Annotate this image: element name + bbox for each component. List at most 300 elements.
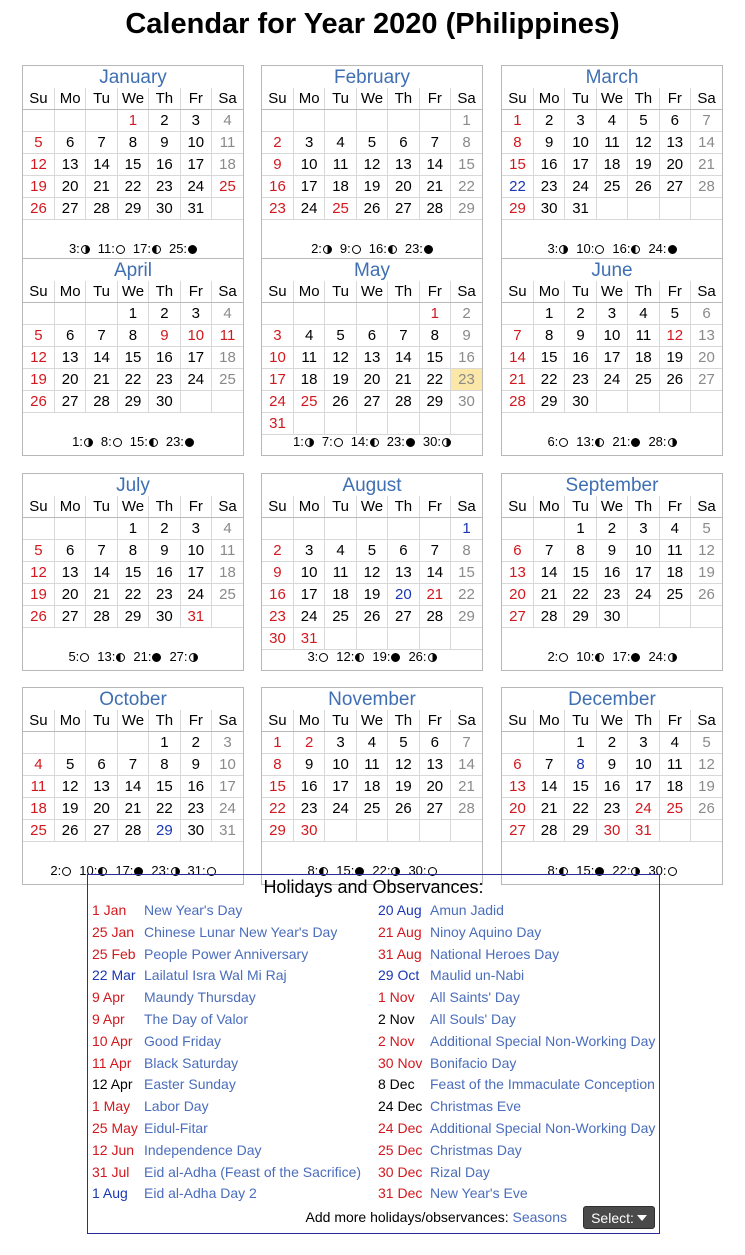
day-cell[interactable]: 23 bbox=[180, 798, 211, 820]
day-cell[interactable]: 6 bbox=[54, 132, 85, 154]
day-cell[interactable]: 7 bbox=[502, 325, 533, 347]
day-cell[interactable]: 27 bbox=[388, 606, 419, 628]
day-cell[interactable]: 1 bbox=[117, 303, 148, 325]
day-cell[interactable]: 20 bbox=[388, 176, 419, 198]
day-cell[interactable]: 11 bbox=[628, 325, 659, 347]
day-cell[interactable]: 19 bbox=[356, 176, 387, 198]
day-cell[interactable]: 3 bbox=[293, 132, 324, 154]
day-cell[interactable]: 17 bbox=[628, 776, 659, 798]
day-cell[interactable]: 29 bbox=[117, 391, 148, 413]
day-cell[interactable]: 14 bbox=[533, 776, 564, 798]
day-cell[interactable]: 20 bbox=[54, 369, 85, 391]
day-cell[interactable]: 11 bbox=[659, 540, 690, 562]
month-name[interactable]: February bbox=[333, 67, 411, 88]
day-cell[interactable]: 12 bbox=[659, 325, 690, 347]
day-cell[interactable]: 20 bbox=[659, 154, 690, 176]
day-cell[interactable]: 16 bbox=[596, 776, 627, 798]
day-cell[interactable]: 8 bbox=[117, 132, 148, 154]
day-cell[interactable]: 23 bbox=[149, 369, 180, 391]
day-cell[interactable]: 31 bbox=[212, 820, 243, 842]
day-cell[interactable]: 19 bbox=[23, 176, 54, 198]
day-cell[interactable]: 15 bbox=[502, 154, 533, 176]
day-cell[interactable]: 28 bbox=[388, 391, 419, 413]
day-cell[interactable]: 12 bbox=[325, 347, 356, 369]
day-cell[interactable]: 14 bbox=[117, 776, 148, 798]
day-cell[interactable]: 26 bbox=[54, 820, 85, 842]
holiday-name-link[interactable]: Ninoy Aquino Day bbox=[430, 923, 542, 940]
day-cell[interactable]: 18 bbox=[659, 776, 690, 798]
day-cell[interactable]: 30 bbox=[262, 628, 293, 650]
day-cell[interactable]: 4 bbox=[23, 754, 54, 776]
day-cell[interactable]: 24 bbox=[180, 369, 211, 391]
day-cell[interactable]: 24 bbox=[565, 176, 596, 198]
day-cell[interactable]: 30 bbox=[565, 391, 596, 413]
day-cell[interactable]: 24 bbox=[180, 176, 211, 198]
day-cell[interactable]: 26 bbox=[628, 176, 659, 198]
day-cell[interactable]: 17 bbox=[180, 562, 211, 584]
day-cell[interactable]: 9 bbox=[533, 132, 564, 154]
day-cell[interactable]: 7 bbox=[117, 754, 148, 776]
holiday-name-link[interactable]: Eid al-Adha Day 2 bbox=[144, 1185, 257, 1202]
day-cell[interactable]: 13 bbox=[54, 347, 85, 369]
month-name[interactable]: November bbox=[328, 689, 416, 710]
day-cell[interactable]: 1 bbox=[262, 732, 293, 754]
month-name[interactable]: April bbox=[113, 260, 152, 281]
day-cell[interactable]: 25 bbox=[23, 820, 54, 842]
day-cell[interactable]: 16 bbox=[596, 562, 627, 584]
day-cell[interactable]: 22 bbox=[502, 176, 533, 198]
day-cell[interactable]: 23 bbox=[149, 176, 180, 198]
day-cell[interactable]: 31 bbox=[262, 413, 293, 435]
day-cell[interactable]: 8 bbox=[565, 540, 596, 562]
day-cell[interactable]: 22 bbox=[117, 176, 148, 198]
day-cell[interactable]: 21 bbox=[419, 584, 450, 606]
day-cell[interactable]: 22 bbox=[117, 369, 148, 391]
month-name[interactable]: January bbox=[99, 67, 167, 88]
day-cell[interactable]: 19 bbox=[23, 369, 54, 391]
day-cell[interactable]: 12 bbox=[23, 347, 54, 369]
day-cell[interactable]: 19 bbox=[628, 154, 659, 176]
day-cell[interactable]: 7 bbox=[419, 540, 450, 562]
holiday-name-link[interactable]: People Power Anniversary bbox=[144, 945, 309, 962]
day-cell[interactable]: 18 bbox=[293, 369, 324, 391]
day-cell[interactable]: 2 bbox=[565, 303, 596, 325]
day-cell[interactable]: 30 bbox=[180, 820, 211, 842]
day-cell[interactable]: 4 bbox=[628, 303, 659, 325]
day-cell[interactable]: 24 bbox=[596, 369, 627, 391]
day-cell[interactable]: 14 bbox=[419, 154, 450, 176]
day-cell[interactable]: 27 bbox=[691, 369, 722, 391]
day-cell[interactable]: 17 bbox=[293, 584, 324, 606]
holiday-name-link[interactable]: All Saints' Day bbox=[430, 989, 520, 1006]
day-cell[interactable]: 27 bbox=[502, 820, 533, 842]
day-cell[interactable]: 16 bbox=[293, 776, 324, 798]
day-cell[interactable]: 28 bbox=[451, 798, 482, 820]
holiday-name-link[interactable]: Christmas Eve bbox=[430, 1098, 522, 1115]
day-cell[interactable]: 25 bbox=[212, 584, 243, 606]
day-cell[interactable]: 19 bbox=[659, 347, 690, 369]
day-cell[interactable]: 31 bbox=[180, 198, 211, 220]
day-cell[interactable]: 17 bbox=[293, 176, 324, 198]
day-cell[interactable]: 5 bbox=[628, 110, 659, 132]
day-cell[interactable]: 30 bbox=[293, 820, 324, 842]
day-cell[interactable]: 18 bbox=[325, 584, 356, 606]
day-cell[interactable]: 5 bbox=[23, 325, 54, 347]
day-cell[interactable]: 5 bbox=[659, 303, 690, 325]
day-cell[interactable]: 27 bbox=[388, 198, 419, 220]
day-cell[interactable]: 11 bbox=[325, 154, 356, 176]
day-cell[interactable]: 12 bbox=[691, 540, 722, 562]
day-cell[interactable]: 11 bbox=[293, 347, 324, 369]
day-cell[interactable]: 29 bbox=[419, 391, 450, 413]
day-cell[interactable]: 26 bbox=[325, 391, 356, 413]
day-cell[interactable]: 18 bbox=[356, 776, 387, 798]
day-cell[interactable]: 31 bbox=[180, 606, 211, 628]
day-cell[interactable]: 16 bbox=[180, 776, 211, 798]
holiday-name-link[interactable]: New Year's Eve bbox=[430, 1185, 528, 1202]
day-cell[interactable]: 10 bbox=[262, 347, 293, 369]
day-cell[interactable]: 23 bbox=[565, 369, 596, 391]
month-name[interactable]: September bbox=[565, 475, 659, 496]
day-cell[interactable]: 9 bbox=[262, 154, 293, 176]
day-cell[interactable]: 2 bbox=[596, 518, 627, 540]
day-cell[interactable]: 12 bbox=[628, 132, 659, 154]
seasons-link[interactable]: Seasons bbox=[512, 1209, 567, 1225]
holiday-name-link[interactable]: National Heroes Day bbox=[430, 945, 560, 962]
day-cell[interactable]: 14 bbox=[502, 347, 533, 369]
holiday-name-link[interactable]: Eidul-Fitar bbox=[144, 1119, 208, 1136]
holiday-name-link[interactable]: Independence Day bbox=[144, 1141, 262, 1158]
day-cell[interactable]: 11 bbox=[596, 132, 627, 154]
day-cell[interactable]: 23 bbox=[293, 798, 324, 820]
day-cell[interactable]: 19 bbox=[54, 798, 85, 820]
holiday-name-link[interactable]: Rizal Day bbox=[430, 1163, 490, 1180]
day-cell[interactable]: 7 bbox=[419, 132, 450, 154]
day-cell[interactable]: 17 bbox=[325, 776, 356, 798]
day-cell[interactable]: 26 bbox=[356, 198, 387, 220]
day-cell[interactable]: 20 bbox=[419, 776, 450, 798]
day-cell[interactable]: 2 bbox=[293, 732, 324, 754]
holiday-name-link[interactable]: Black Saturday bbox=[144, 1054, 239, 1071]
day-cell[interactable]: 30 bbox=[533, 198, 564, 220]
day-cell[interactable]: 16 bbox=[533, 154, 564, 176]
day-cell[interactable]: 31 bbox=[628, 820, 659, 842]
day-cell[interactable]: 21 bbox=[533, 584, 564, 606]
day-cell[interactable]: 16 bbox=[262, 176, 293, 198]
day-cell[interactable]: 7 bbox=[451, 732, 482, 754]
day-cell[interactable]: 12 bbox=[23, 154, 54, 176]
day-cell[interactable]: 28 bbox=[86, 391, 117, 413]
month-name[interactable]: December bbox=[568, 689, 656, 710]
day-cell[interactable]: 21 bbox=[86, 369, 117, 391]
day-cell[interactable]: 7 bbox=[533, 540, 564, 562]
day-cell[interactable]: 23 bbox=[533, 176, 564, 198]
day-cell[interactable]: 4 bbox=[659, 518, 690, 540]
day-cell[interactable]: 6 bbox=[502, 754, 533, 776]
day-cell[interactable]: 27 bbox=[86, 820, 117, 842]
day-cell[interactable]: 1 bbox=[451, 518, 482, 540]
day-cell[interactable]: 26 bbox=[23, 198, 54, 220]
day-cell[interactable]: 8 bbox=[419, 325, 450, 347]
day-cell[interactable]: 4 bbox=[356, 732, 387, 754]
day-cell[interactable]: 29 bbox=[533, 391, 564, 413]
day-cell[interactable]: 22 bbox=[262, 798, 293, 820]
day-cell[interactable]: 29 bbox=[117, 198, 148, 220]
day-cell[interactable]: 2 bbox=[149, 518, 180, 540]
day-cell[interactable]: 11 bbox=[325, 562, 356, 584]
day-cell[interactable]: 17 bbox=[212, 776, 243, 798]
day-cell[interactable]: 6 bbox=[691, 303, 722, 325]
day-cell[interactable]: 29 bbox=[451, 606, 482, 628]
day-cell[interactable]: 24 bbox=[325, 798, 356, 820]
day-cell[interactable]: 8 bbox=[533, 325, 564, 347]
day-cell[interactable]: 24 bbox=[212, 798, 243, 820]
day-cell[interactable]: 18 bbox=[325, 176, 356, 198]
day-cell[interactable]: 14 bbox=[86, 154, 117, 176]
day-cell[interactable]: 26 bbox=[691, 798, 722, 820]
day-cell[interactable]: 17 bbox=[596, 347, 627, 369]
day-cell[interactable]: 20 bbox=[54, 176, 85, 198]
day-cell[interactable]: 9 bbox=[293, 754, 324, 776]
day-cell[interactable]: 4 bbox=[212, 110, 243, 132]
day-cell[interactable]: 18 bbox=[596, 154, 627, 176]
holiday-name-link[interactable]: Easter Sunday bbox=[144, 1076, 236, 1093]
day-cell[interactable]: 3 bbox=[628, 518, 659, 540]
day-cell[interactable]: 10 bbox=[628, 754, 659, 776]
day-cell[interactable]: 29 bbox=[451, 198, 482, 220]
day-cell[interactable]: 25 bbox=[628, 369, 659, 391]
day-cell[interactable]: 25 bbox=[325, 606, 356, 628]
day-cell[interactable]: 15 bbox=[117, 154, 148, 176]
day-cell[interactable]: 9 bbox=[149, 540, 180, 562]
day-cell[interactable]: 1 bbox=[451, 110, 482, 132]
day-cell[interactable]: 25 bbox=[659, 584, 690, 606]
day-cell[interactable]: 7 bbox=[533, 754, 564, 776]
day-cell[interactable]: 23 bbox=[451, 369, 482, 391]
day-cell[interactable]: 15 bbox=[419, 347, 450, 369]
day-cell[interactable]: 28 bbox=[86, 198, 117, 220]
day-cell[interactable]: 5 bbox=[356, 540, 387, 562]
day-cell[interactable]: 16 bbox=[262, 584, 293, 606]
day-cell[interactable]: 27 bbox=[54, 391, 85, 413]
day-cell[interactable]: 9 bbox=[596, 540, 627, 562]
day-cell[interactable]: 28 bbox=[533, 606, 564, 628]
day-cell[interactable]: 10 bbox=[212, 754, 243, 776]
day-cell[interactable]: 20 bbox=[388, 584, 419, 606]
day-cell[interactable]: 17 bbox=[565, 154, 596, 176]
day-cell[interactable]: 12 bbox=[356, 562, 387, 584]
day-cell[interactable]: 9 bbox=[149, 325, 180, 347]
day-cell[interactable]: 17 bbox=[628, 562, 659, 584]
day-cell[interactable]: 18 bbox=[212, 154, 243, 176]
day-cell[interactable]: 15 bbox=[451, 562, 482, 584]
holiday-name-link[interactable]: Maulid un-Nabi bbox=[430, 967, 525, 984]
day-cell[interactable]: 23 bbox=[149, 584, 180, 606]
day-cell[interactable]: 10 bbox=[293, 154, 324, 176]
day-cell[interactable]: 29 bbox=[262, 820, 293, 842]
day-cell[interactable]: 12 bbox=[691, 754, 722, 776]
day-cell[interactable]: 23 bbox=[262, 198, 293, 220]
day-cell[interactable]: 21 bbox=[86, 584, 117, 606]
day-cell[interactable]: 12 bbox=[388, 754, 419, 776]
day-cell[interactable]: 11 bbox=[356, 754, 387, 776]
day-cell[interactable]: 5 bbox=[54, 754, 85, 776]
holiday-name-link[interactable]: Maundy Thursday bbox=[144, 989, 256, 1006]
day-cell[interactable]: 28 bbox=[533, 820, 564, 842]
day-cell[interactable]: 13 bbox=[388, 154, 419, 176]
day-cell[interactable]: 3 bbox=[180, 303, 211, 325]
day-cell[interactable]: 26 bbox=[659, 369, 690, 391]
day-cell[interactable]: 25 bbox=[293, 391, 324, 413]
holiday-name-link[interactable]: Feast of the Immaculate Conception bbox=[430, 1076, 655, 1093]
month-name[interactable]: May bbox=[354, 260, 390, 281]
day-cell[interactable]: 1 bbox=[565, 732, 596, 754]
day-cell[interactable]: 13 bbox=[388, 562, 419, 584]
day-cell[interactable]: 27 bbox=[54, 198, 85, 220]
day-cell[interactable]: 5 bbox=[325, 325, 356, 347]
day-cell[interactable]: 8 bbox=[149, 754, 180, 776]
day-cell[interactable]: 28 bbox=[502, 391, 533, 413]
day-cell[interactable]: 21 bbox=[117, 798, 148, 820]
holiday-name-link[interactable]: Lailatul Isra Wal Mi Raj bbox=[144, 967, 287, 984]
holiday-name-link[interactable]: Christmas Day bbox=[430, 1141, 522, 1158]
day-cell[interactable]: 25 bbox=[356, 798, 387, 820]
day-cell[interactable]: 6 bbox=[86, 754, 117, 776]
day-cell[interactable]: 13 bbox=[356, 347, 387, 369]
day-cell[interactable]: 15 bbox=[451, 154, 482, 176]
month-name[interactable]: July bbox=[116, 475, 150, 496]
day-cell[interactable]: 16 bbox=[451, 347, 482, 369]
day-cell[interactable]: 4 bbox=[325, 132, 356, 154]
day-cell[interactable]: 19 bbox=[388, 776, 419, 798]
day-cell[interactable]: 1 bbox=[117, 110, 148, 132]
day-cell[interactable]: 1 bbox=[502, 110, 533, 132]
day-cell[interactable]: 17 bbox=[180, 154, 211, 176]
day-cell[interactable]: 24 bbox=[628, 798, 659, 820]
day-cell[interactable]: 3 bbox=[293, 540, 324, 562]
day-cell[interactable]: 5 bbox=[23, 132, 54, 154]
day-cell[interactable]: 16 bbox=[149, 154, 180, 176]
day-cell[interactable]: 9 bbox=[451, 325, 482, 347]
day-cell[interactable]: 3 bbox=[212, 732, 243, 754]
day-cell[interactable]: 25 bbox=[659, 798, 690, 820]
day-cell[interactable]: 24 bbox=[180, 584, 211, 606]
day-cell[interactable]: 4 bbox=[212, 518, 243, 540]
day-cell[interactable]: 5 bbox=[691, 732, 722, 754]
day-cell[interactable]: 28 bbox=[691, 176, 722, 198]
day-cell[interactable]: 14 bbox=[388, 347, 419, 369]
day-cell[interactable]: 29 bbox=[117, 606, 148, 628]
day-cell[interactable]: 4 bbox=[212, 303, 243, 325]
day-cell[interactable]: 21 bbox=[86, 176, 117, 198]
day-cell[interactable]: 4 bbox=[659, 732, 690, 754]
day-cell[interactable]: 18 bbox=[628, 347, 659, 369]
day-cell[interactable]: 11 bbox=[659, 754, 690, 776]
day-cell[interactable]: 20 bbox=[691, 347, 722, 369]
day-cell[interactable]: 9 bbox=[149, 132, 180, 154]
day-cell[interactable]: 5 bbox=[691, 518, 722, 540]
day-cell[interactable]: 12 bbox=[356, 154, 387, 176]
day-cell[interactable]: 7 bbox=[388, 325, 419, 347]
day-cell[interactable]: 16 bbox=[149, 562, 180, 584]
day-cell[interactable]: 6 bbox=[419, 732, 450, 754]
day-cell[interactable]: 30 bbox=[596, 606, 627, 628]
day-cell[interactable]: 27 bbox=[659, 176, 690, 198]
day-cell[interactable]: 9 bbox=[596, 754, 627, 776]
day-cell[interactable]: 3 bbox=[262, 325, 293, 347]
month-name[interactable]: June bbox=[591, 260, 633, 281]
day-cell[interactable]: 31 bbox=[293, 628, 324, 650]
day-cell[interactable]: 13 bbox=[502, 776, 533, 798]
day-cell[interactable]: 22 bbox=[533, 369, 564, 391]
day-cell[interactable]: 18 bbox=[212, 562, 243, 584]
day-cell[interactable]: 13 bbox=[54, 154, 85, 176]
day-cell[interactable]: 20 bbox=[502, 798, 533, 820]
day-cell[interactable]: 18 bbox=[23, 798, 54, 820]
day-cell[interactable]: 2 bbox=[451, 303, 482, 325]
day-cell[interactable]: 8 bbox=[565, 754, 596, 776]
day-cell[interactable]: 3 bbox=[628, 732, 659, 754]
day-cell[interactable]: 10 bbox=[293, 562, 324, 584]
day-cell[interactable]: 23 bbox=[596, 584, 627, 606]
day-cell[interactable]: 16 bbox=[149, 347, 180, 369]
day-cell[interactable]: 21 bbox=[388, 369, 419, 391]
day-cell[interactable]: 14 bbox=[86, 562, 117, 584]
day-cell[interactable]: 17 bbox=[262, 369, 293, 391]
holiday-name-link[interactable]: Additional Special Non-Working Day bbox=[430, 1119, 656, 1136]
day-cell[interactable]: 22 bbox=[565, 798, 596, 820]
day-cell[interactable]: 13 bbox=[419, 754, 450, 776]
day-cell[interactable]: 7 bbox=[86, 325, 117, 347]
day-cell[interactable]: 30 bbox=[149, 198, 180, 220]
day-cell[interactable]: 20 bbox=[86, 798, 117, 820]
day-cell[interactable]: 22 bbox=[149, 798, 180, 820]
day-cell[interactable]: 6 bbox=[388, 540, 419, 562]
day-cell[interactable]: 27 bbox=[502, 606, 533, 628]
day-cell[interactable]: 24 bbox=[293, 198, 324, 220]
day-cell[interactable]: 27 bbox=[356, 391, 387, 413]
day-cell[interactable]: 22 bbox=[565, 584, 596, 606]
day-cell[interactable]: 3 bbox=[596, 303, 627, 325]
day-cell[interactable]: 28 bbox=[117, 820, 148, 842]
day-cell[interactable]: 28 bbox=[419, 198, 450, 220]
holiday-name-link[interactable]: Chinese Lunar New Year's Day bbox=[144, 923, 338, 940]
day-cell[interactable]: 8 bbox=[117, 325, 148, 347]
day-cell[interactable]: 15 bbox=[565, 776, 596, 798]
day-cell[interactable]: 13 bbox=[659, 132, 690, 154]
day-cell[interactable]: 6 bbox=[54, 325, 85, 347]
holiday-name-link[interactable]: All Souls' Day bbox=[430, 1010, 516, 1027]
day-cell[interactable]: 10 bbox=[180, 540, 211, 562]
day-cell[interactable]: 1 bbox=[419, 303, 450, 325]
day-cell[interactable]: 13 bbox=[86, 776, 117, 798]
day-cell[interactable]: 24 bbox=[293, 606, 324, 628]
day-cell[interactable]: 14 bbox=[533, 562, 564, 584]
day-cell[interactable]: 15 bbox=[262, 776, 293, 798]
day-cell[interactable]: 9 bbox=[565, 325, 596, 347]
day-cell[interactable]: 29 bbox=[149, 820, 180, 842]
day-cell[interactable]: 15 bbox=[533, 347, 564, 369]
day-cell[interactable]: 3 bbox=[565, 110, 596, 132]
day-cell[interactable]: 7 bbox=[86, 540, 117, 562]
month-name[interactable]: March bbox=[585, 67, 639, 88]
day-cell[interactable]: 9 bbox=[262, 562, 293, 584]
holiday-name-link[interactable]: New Year's Day bbox=[144, 902, 243, 918]
day-cell[interactable]: 30 bbox=[149, 606, 180, 628]
day-cell[interactable]: 4 bbox=[293, 325, 324, 347]
day-cell[interactable]: 20 bbox=[356, 369, 387, 391]
day-cell[interactable]: 22 bbox=[451, 176, 482, 198]
